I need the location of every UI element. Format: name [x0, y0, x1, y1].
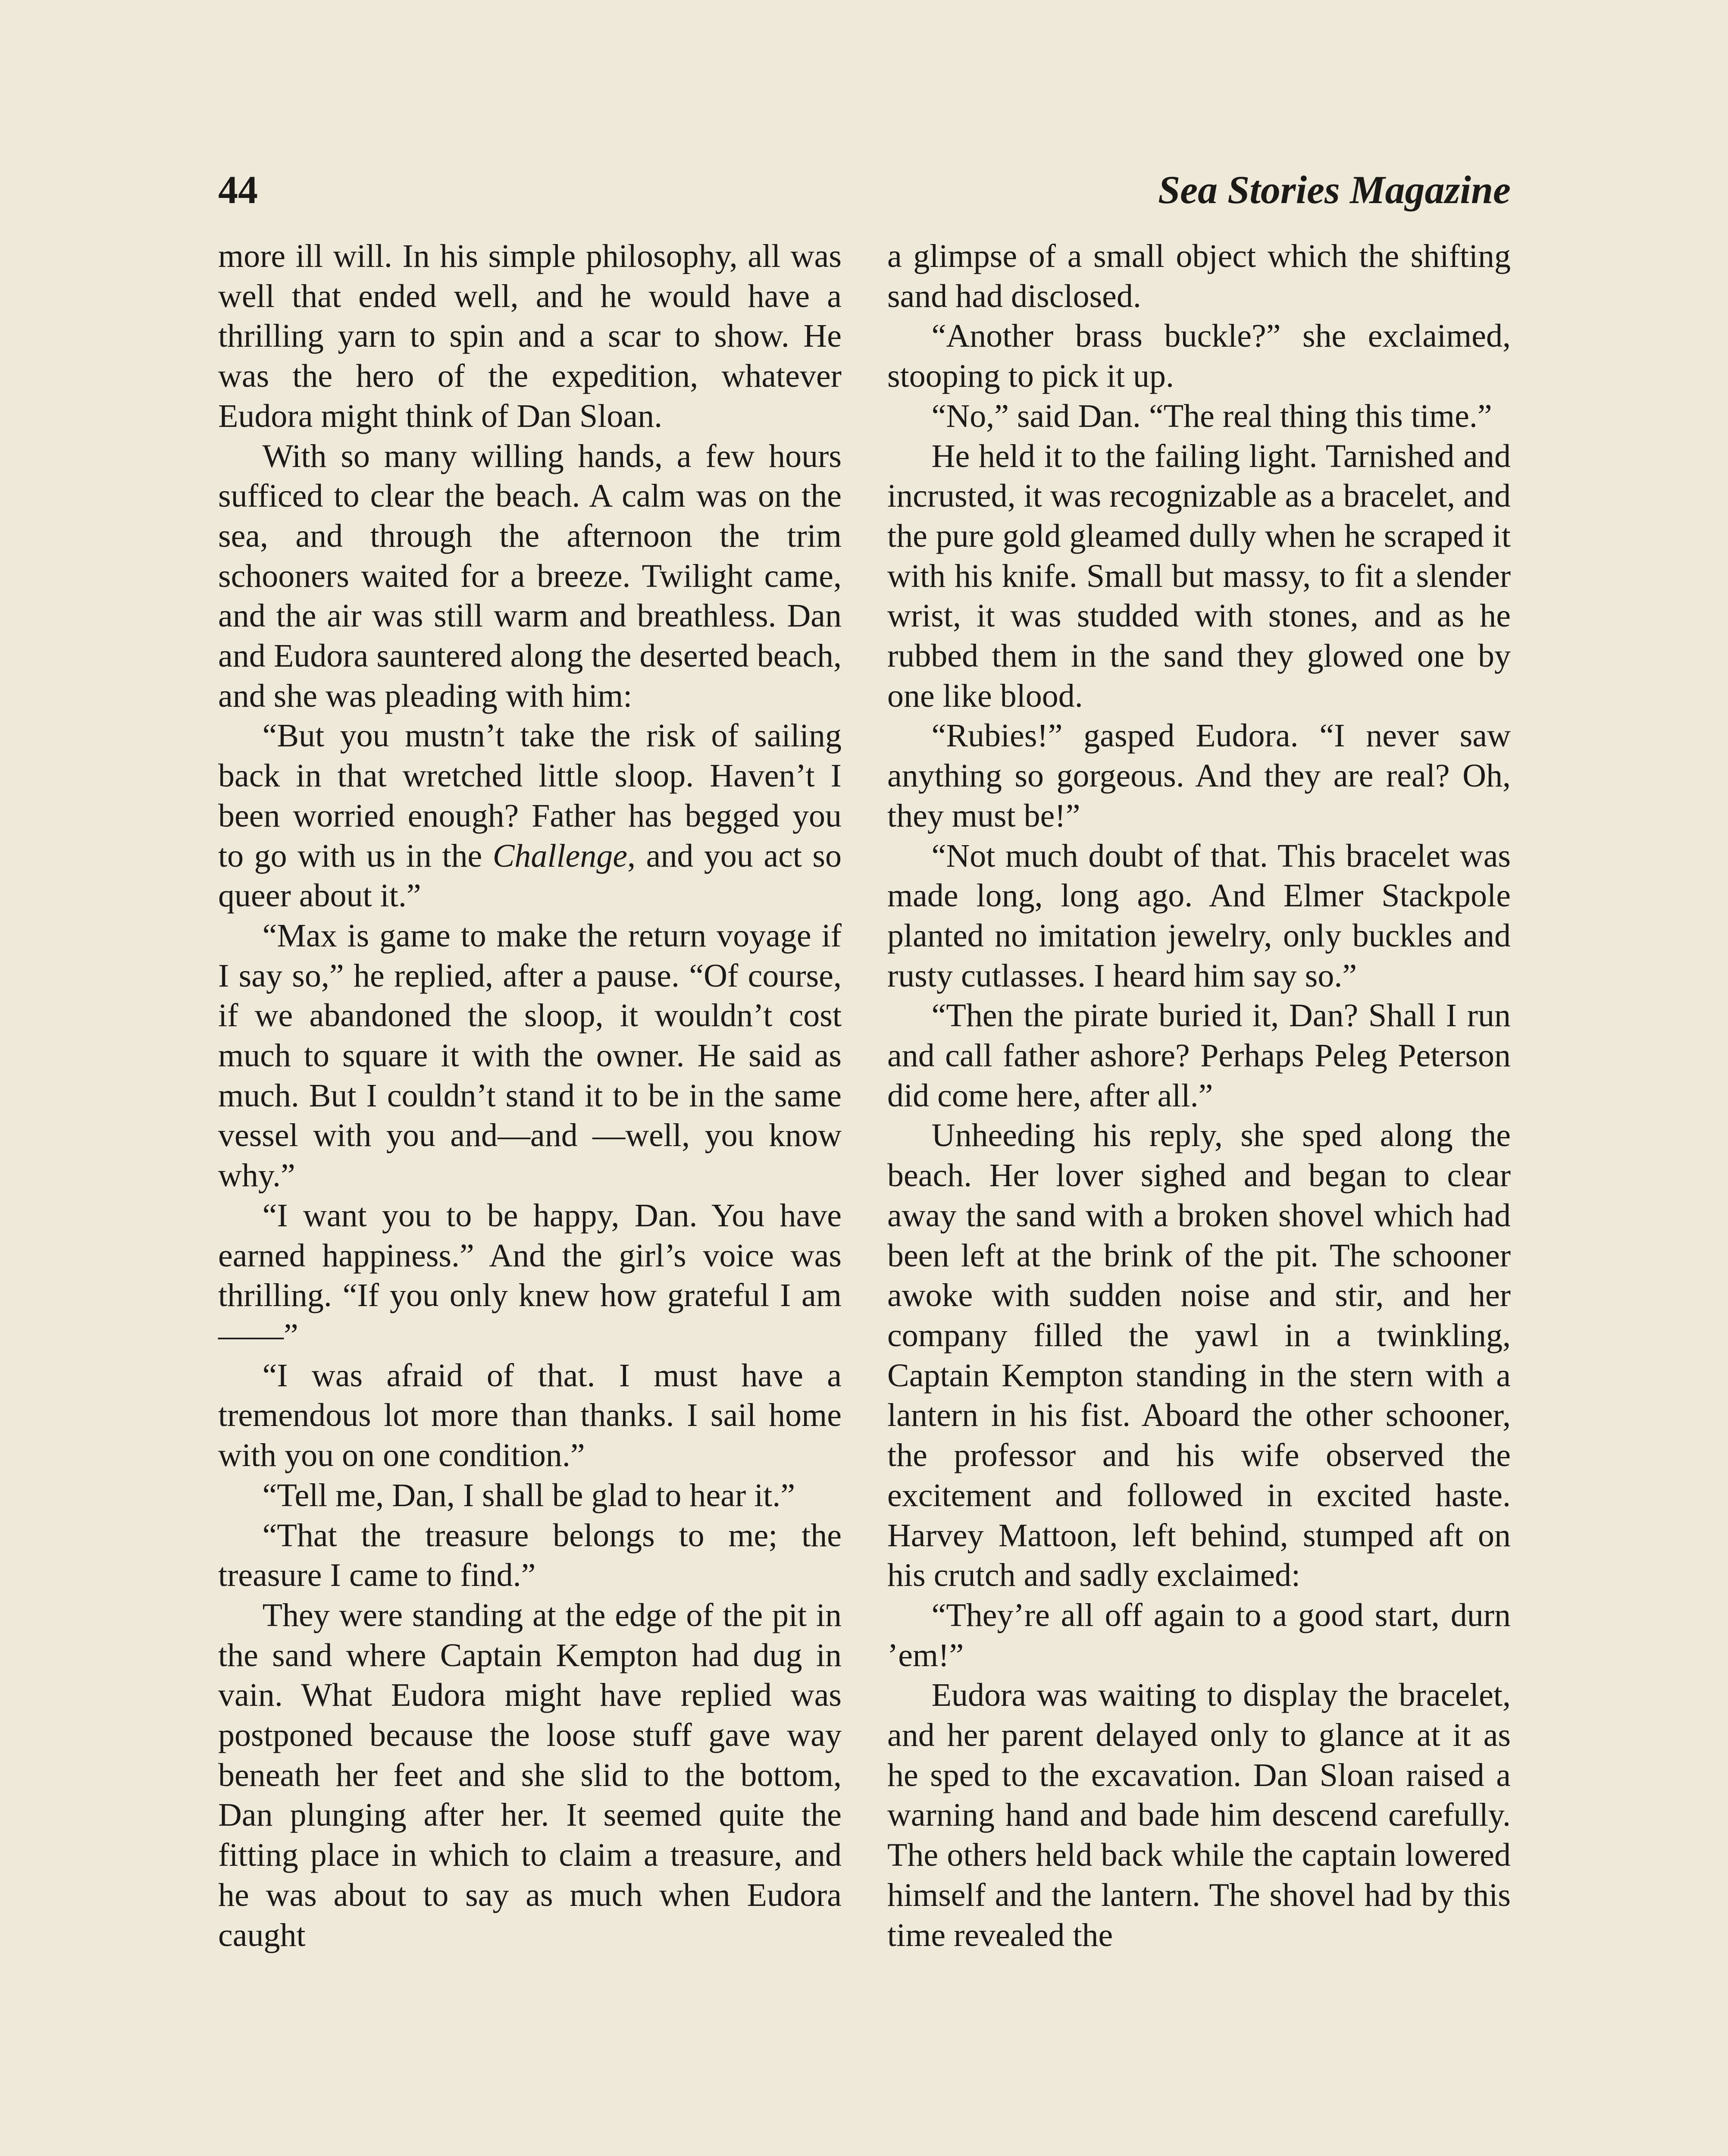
left-column: [218, 236, 842, 1955]
paragraph: “Rubies!” gasped Eudora. “I never saw anything so gorgeous. And they are real? Oh, they must be!”: [887, 718, 1511, 834]
paragraph: Unheeding his reply, she sped along the beach. Her lover sighed and began to clear away the sand with a broken shovel which had been left at the brink of the pit. The schooner awoke with sudden noise and stir, and her company filled the yawl in a twinkling, Captain Kempton standing in the stern with a lantern in his fist. Aboard the other schooner, the professor and his wife observed the excitement and followed in excited haste. Harvey Mattoon, left behind, stumped aft on his crutch and sadly exclaimed:: [887, 1117, 1511, 1594]
paragraph: “Not much doubt of that. This bracelet was made long, long ago. And Elmer Stackpole planted no imitation jewelry, only buckles and rusty cutlasses. I heard him say so.”: [887, 837, 1511, 994]
page-number: 44: [218, 168, 258, 212]
paragraph: Eudora was waiting to display the bracelet, and her parent delayed only to glance at it as he sped to the excavation. Dan Sloan raised a warning hand and bade him descend carefully. The others held back while the captain lowered himself and the lantern. The shovel had by this time revealed the: [887, 1677, 1511, 1953]
paragraph: “But you mustn’t take the risk of sailing back in that wretched little sloop. Haven’t I been worried enough? Father has begged you to go with us in the Challenge, and you act so queer about it.”: [218, 718, 842, 914]
page-header: [218, 160, 1511, 220]
paragraph: more ill will. In his simple philosophy, all was well that ended well, and he would have a thrilling yarn to spin and a scar to show. He was the hero of the expedition, whatever Eudora might think of Dan Sloan.: [218, 238, 842, 434]
paragraph: They were standing at the edge of the pit in the sand where Captain Kempton had dug in vain. What Eudora might have replied was postponed because the loose stuff gave way beneath her feet and she slid to the bottom, Dan plunging after her. It seemed quite the fitting place in which to claim a treasure, and he was about to say as much when Eudora caught: [218, 1597, 842, 1953]
paragraph: “Then the pirate buried it, Dan? Shall I run and call father ashore? Perhaps Peleg Peterson did come here, after all.”: [887, 997, 1511, 1114]
ship-name: Challenge: [492, 837, 628, 874]
paragraph: With so many willing hands, a few hours sufficed to clear the beach. A calm was on the sea, and through the afternoon the trim schooners waited for a breeze. Twilight came, and the air was still warm and breathless. Dan and Eudora sauntered along the deserted beach, and she was pleading with him:: [218, 438, 842, 714]
paragraph: He held it to the failing light. Tarnished and incrusted, it was recognizable as a bracelet, and the pure gold gleamed dully when he scraped it with his knife. Small but massy, to fit a slender wrist, it was studded with stones, and as he rubbed them in the sand they glowed one by one like blood.: [887, 438, 1511, 714]
paragraph: “Tell me, Dan, I shall be glad to hear it.”: [262, 1477, 795, 1514]
paragraph: “I want you to be happy, Dan. You have earned happiness.” And the girl’s voice was thrilling. “If you only knew how grateful I am——”: [218, 1197, 842, 1354]
paragraph: a glimpse of a small object which the shifting sand had disclosed.: [887, 238, 1511, 314]
paragraph: “Another brass buckle?” she exclaimed, stooping to pick it up.: [887, 318, 1511, 395]
paragraph: “That the treasure belongs to me; the treasure I came to find.”: [218, 1517, 842, 1594]
paragraph: “Max is game to make the return voyage if I say so,” he replied, after a pause. “Of course, if we abandoned the sloop, it wouldn’t cost much to square it with the owner. He said as much. But I couldn’t stand it to be in the same vessel with you and—and —well, you know why.”: [218, 917, 842, 1194]
right-column: [887, 236, 1511, 1955]
running-title: Sea Stories Magazine: [1158, 168, 1511, 212]
paragraph: “They’re all off again to a good start, durn ’em!”: [887, 1597, 1511, 1673]
paragraph: “No,” said Dan. “The real thing this time.”: [931, 398, 1492, 434]
paragraph: “I was afraid of that. I must have a tremendous lot more than thanks. I sail home with you on one condition.”: [218, 1357, 842, 1474]
